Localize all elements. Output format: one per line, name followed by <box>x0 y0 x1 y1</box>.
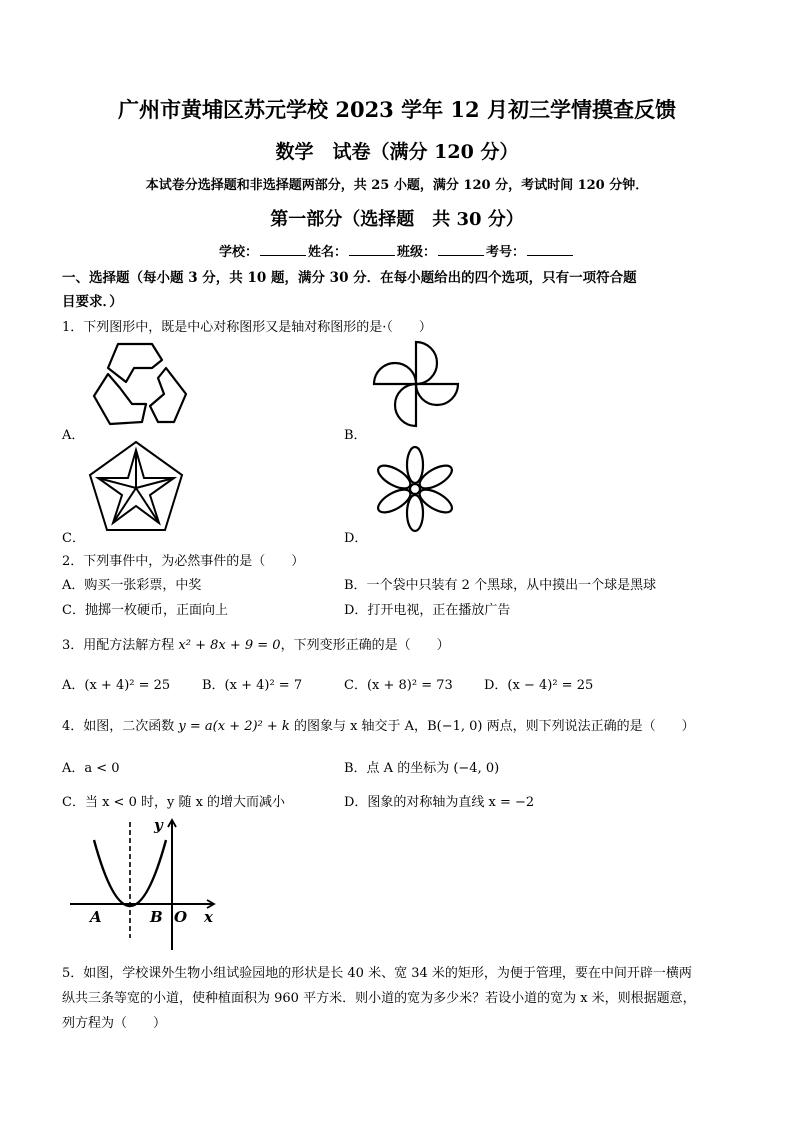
part1-instruction-line1: 一、选择题（每小题 3 分，共 10 题，满分 30 分．在每小题给出的四个选项，只有一项符合题 <box>62 270 637 286</box>
q2-option-b: B．一个袋中只装有 2 个黑球，从中摸出一个球是黑球 <box>344 578 657 593</box>
q5-line2: 纵共三条等宽的小道，使种植面积为 960 平方米．则小道的宽为多少米？若设小道的宽为 x 米，则根据题意， <box>62 991 696 1006</box>
exam-subtitle: 数学 试卷（满分 120 分） <box>275 141 519 163</box>
q1-option-b-label: B． <box>344 428 367 443</box>
x-label: x <box>204 908 213 926</box>
q3-option-c: C．(x + 8)² = 73 <box>344 678 453 693</box>
point-b-label: B <box>150 908 163 926</box>
name-label: 姓名： <box>307 245 347 260</box>
q3-option-b: B．(x + 4)² = 7 <box>202 678 303 693</box>
q4-function: y = a(x + 2)² + k <box>178 719 290 734</box>
q4-stem-pre: 4．如图，二次函数 <box>62 719 179 734</box>
q3-option-d: D．(x − 4)² = 25 <box>484 678 594 693</box>
school-label: 学校： <box>218 245 258 260</box>
point-a-label: A <box>90 908 102 926</box>
q5-line3: 列方程为（ ） <box>62 1016 167 1031</box>
exam-title: 广州市黄埔区苏元学校 2023 学年 12 月初三学情摸查反馈 <box>118 97 676 122</box>
q4-option-c: C．当 x < 0 时，y 随 x 的增大而减小 <box>62 795 286 810</box>
flower-icon <box>372 444 458 534</box>
q3-stem <box>62 634 450 653</box>
origin-label: O <box>174 908 188 926</box>
q3-stem-pre: 3．用配方法解方程 <box>62 638 179 653</box>
class-field[interactable] <box>438 243 484 256</box>
pentagon-star-icon <box>88 440 184 532</box>
q4-option-b: B．点 A 的坐标为 (−4, 0) <box>344 761 500 776</box>
q3-equation: x² + 8x + 9 = 0 <box>178 638 281 653</box>
q2-option-a: A．购买一张彩票，中奖 <box>62 578 202 593</box>
part1-instruction-line2: 目要求．） <box>62 294 123 310</box>
y-label: y <box>154 816 163 834</box>
q3-stem-post: ，下列变形正确的是（ ） <box>280 638 450 653</box>
q2-stem: 2．下列事件中，为必然事件的是（ ） <box>62 554 305 569</box>
q4-stem-mid: 的图象与 x 轴交于 A， <box>289 719 428 734</box>
exam-no-label: 考号： <box>486 245 526 260</box>
school-field[interactable] <box>260 243 306 256</box>
q2-option-d: D．打开电视，正在播放广告 <box>344 603 511 618</box>
q4-stem-post: 两点，则下列说法正确的是（ ） <box>482 719 695 734</box>
q2-option-c: C．抛掷一枚硬币，正面向上 <box>62 603 228 618</box>
name-field[interactable] <box>349 243 395 256</box>
q4-point-b: B(−1, 0) <box>427 719 483 734</box>
exam-no-field[interactable] <box>527 243 573 256</box>
q1-option-a-label: A． <box>62 428 85 443</box>
student-info-line <box>0 241 794 260</box>
q5-line1: 5．如图，学校课外生物小组试验园地的形状是长 40 米、宽 34 米的矩形，为便于管理，要在中间开辟一横两 <box>62 966 692 981</box>
exam-note: 本试卷分选择题和非选择题两部分，共 25 小题，满分 120 分，考试时间 120 分钟． <box>145 178 649 193</box>
section-title: 第一部分（选择题 共 30 分） <box>270 209 524 230</box>
class-label: 班级： <box>397 245 437 260</box>
q4-option-d: D．图象的对称轴为直线 x = −2 <box>344 795 535 810</box>
recycle-hexagon-icon <box>88 338 192 430</box>
pinwheel-icon <box>372 340 460 428</box>
q3-option-a: A．(x + 4)² = 25 <box>62 678 171 693</box>
q1-option-d-label: D． <box>344 531 368 546</box>
q4-parabola-graph <box>66 812 226 954</box>
q1-option-c-label: C． <box>62 531 85 546</box>
q4-stem <box>62 715 695 734</box>
q1-stem: 1．下列图形中，既是中心对称图形又是轴对称图形的是·（ ） <box>62 320 432 335</box>
q4-option-a: A．a < 0 <box>62 761 120 776</box>
